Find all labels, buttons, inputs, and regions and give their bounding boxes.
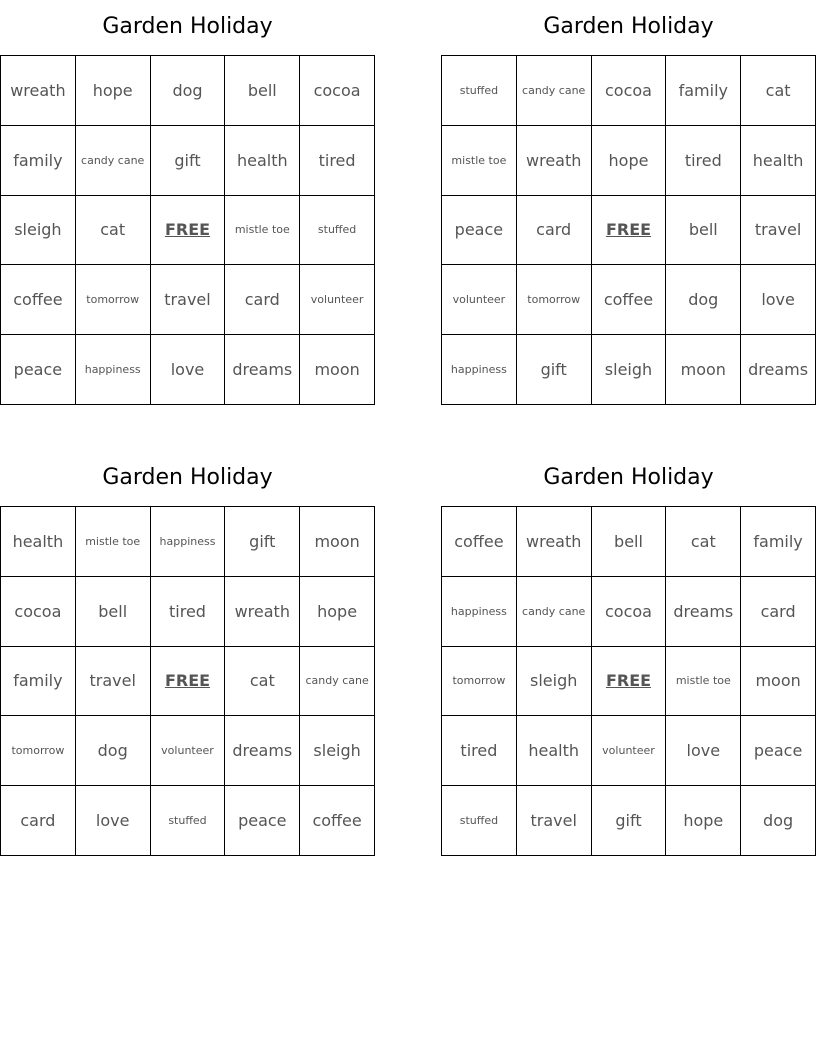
bingo-cell: sleigh: [517, 647, 592, 717]
bingo-cell: tomorrow: [517, 265, 592, 335]
bingo-cell: tomorrow: [76, 265, 151, 335]
bingo-cell: candy cane: [517, 56, 592, 126]
bingo-cell: family: [666, 56, 741, 126]
card-title: Garden Holiday: [543, 465, 714, 490]
bingo-cell: candy cane: [76, 126, 151, 196]
bingo-cell: gift: [151, 126, 226, 196]
bingo-cell: travel: [517, 786, 592, 856]
bingo-cell: dreams: [666, 577, 741, 647]
bingo-cell: card: [741, 577, 816, 647]
bingo-cell: stuffed: [442, 786, 517, 856]
bingo-cell: coffee: [592, 265, 667, 335]
bingo-cell: tired: [151, 577, 226, 647]
bingo-cell: happiness: [76, 335, 151, 405]
bingo-cell: gift: [225, 507, 300, 577]
bingo-cell: peace: [1, 335, 76, 405]
bingo-cell: moon: [300, 335, 375, 405]
bingo-cell: bell: [666, 196, 741, 266]
bingo-cell: cat: [76, 196, 151, 266]
bingo-cell: hope: [300, 577, 375, 647]
bingo-cell: cocoa: [592, 577, 667, 647]
bingo-cell: volunteer: [151, 716, 226, 786]
bingo-cell: gift: [517, 335, 592, 405]
bingo-cell: cat: [666, 507, 741, 577]
bingo-cell: stuffed: [300, 196, 375, 266]
bingo-cell: volunteer: [592, 716, 667, 786]
bingo-grid: [0, 506, 375, 856]
bingo-cell: health: [741, 126, 816, 196]
free-space: FREE: [151, 196, 226, 266]
bingo-cell: tired: [666, 126, 741, 196]
bingo-cell: bell: [225, 56, 300, 126]
bingo-cell: travel: [76, 647, 151, 717]
bingo-cell: tired: [442, 716, 517, 786]
bingo-cell: volunteer: [300, 265, 375, 335]
bingo-cell: dreams: [225, 716, 300, 786]
bingo-cell: moon: [666, 335, 741, 405]
bingo-cell: card: [225, 265, 300, 335]
bingo-cell: peace: [741, 716, 816, 786]
bingo-cell: health: [1, 507, 76, 577]
bingo-cell: dog: [76, 716, 151, 786]
bingo-cell: cocoa: [300, 56, 375, 126]
bingo-cell: hope: [76, 56, 151, 126]
bingo-cell: bell: [592, 507, 667, 577]
bingo-cell: stuffed: [151, 786, 226, 856]
bingo-cell: dog: [666, 265, 741, 335]
card-title: Garden Holiday: [102, 14, 273, 39]
bingo-grid: [441, 506, 816, 856]
bingo-grid: [0, 55, 375, 405]
bingo-cell: card: [517, 196, 592, 266]
bingo-cell: dog: [741, 786, 816, 856]
bingo-cell: volunteer: [442, 265, 517, 335]
bingo-cell: mistle toe: [666, 647, 741, 717]
bingo-cell: sleigh: [592, 335, 667, 405]
bingo-cell: cat: [741, 56, 816, 126]
bingo-cell: health: [225, 126, 300, 196]
bingo-cell: dreams: [225, 335, 300, 405]
bingo-cell: love: [666, 716, 741, 786]
bingo-cell: happiness: [151, 507, 226, 577]
bingo-cell: coffee: [442, 507, 517, 577]
bingo-cell: cocoa: [1, 577, 76, 647]
bingo-cell: hope: [592, 126, 667, 196]
bingo-cell: cocoa: [592, 56, 667, 126]
bingo-cell: moon: [741, 647, 816, 717]
bingo-cell: tomorrow: [1, 716, 76, 786]
bingo-cell: travel: [741, 196, 816, 266]
bingo-cell: love: [76, 786, 151, 856]
bingo-cell: family: [741, 507, 816, 577]
bingo-cell: dreams: [741, 335, 816, 405]
bingo-cell: wreath: [1, 56, 76, 126]
bingo-cell: tomorrow: [442, 647, 517, 717]
bingo-cell: sleigh: [1, 196, 76, 266]
bingo-cell: travel: [151, 265, 226, 335]
bingo-cell: stuffed: [442, 56, 517, 126]
bingo-cell: candy cane: [300, 647, 375, 717]
bingo-cell: wreath: [225, 577, 300, 647]
free-space: FREE: [151, 647, 226, 717]
bingo-cell: mistle toe: [442, 126, 517, 196]
bingo-cell: gift: [592, 786, 667, 856]
bingo-cell: peace: [442, 196, 517, 266]
card-title: Garden Holiday: [543, 14, 714, 39]
bingo-cell: wreath: [517, 507, 592, 577]
bingo-cell: card: [1, 786, 76, 856]
bingo-cell: bell: [76, 577, 151, 647]
bingo-cell: peace: [225, 786, 300, 856]
bingo-cell: sleigh: [300, 716, 375, 786]
bingo-cell: happiness: [442, 335, 517, 405]
bingo-cell: dog: [151, 56, 226, 126]
bingo-cell: happiness: [442, 577, 517, 647]
bingo-cell: coffee: [1, 265, 76, 335]
bingo-cell: mistle toe: [225, 196, 300, 266]
bingo-cell: candy cane: [517, 577, 592, 647]
bingo-cell: mistle toe: [76, 507, 151, 577]
bingo-cell: coffee: [300, 786, 375, 856]
bingo-cell: moon: [300, 507, 375, 577]
free-space: FREE: [592, 647, 667, 717]
bingo-cell: health: [517, 716, 592, 786]
bingo-cell: tired: [300, 126, 375, 196]
card-title: Garden Holiday: [102, 465, 273, 490]
free-space: FREE: [592, 196, 667, 266]
bingo-cell: cat: [225, 647, 300, 717]
bingo-cell: love: [741, 265, 816, 335]
bingo-cell: family: [1, 126, 76, 196]
bingo-cell: hope: [666, 786, 741, 856]
bingo-cell: family: [1, 647, 76, 717]
bingo-cell: wreath: [517, 126, 592, 196]
bingo-grid: [441, 55, 816, 405]
bingo-cell: love: [151, 335, 226, 405]
